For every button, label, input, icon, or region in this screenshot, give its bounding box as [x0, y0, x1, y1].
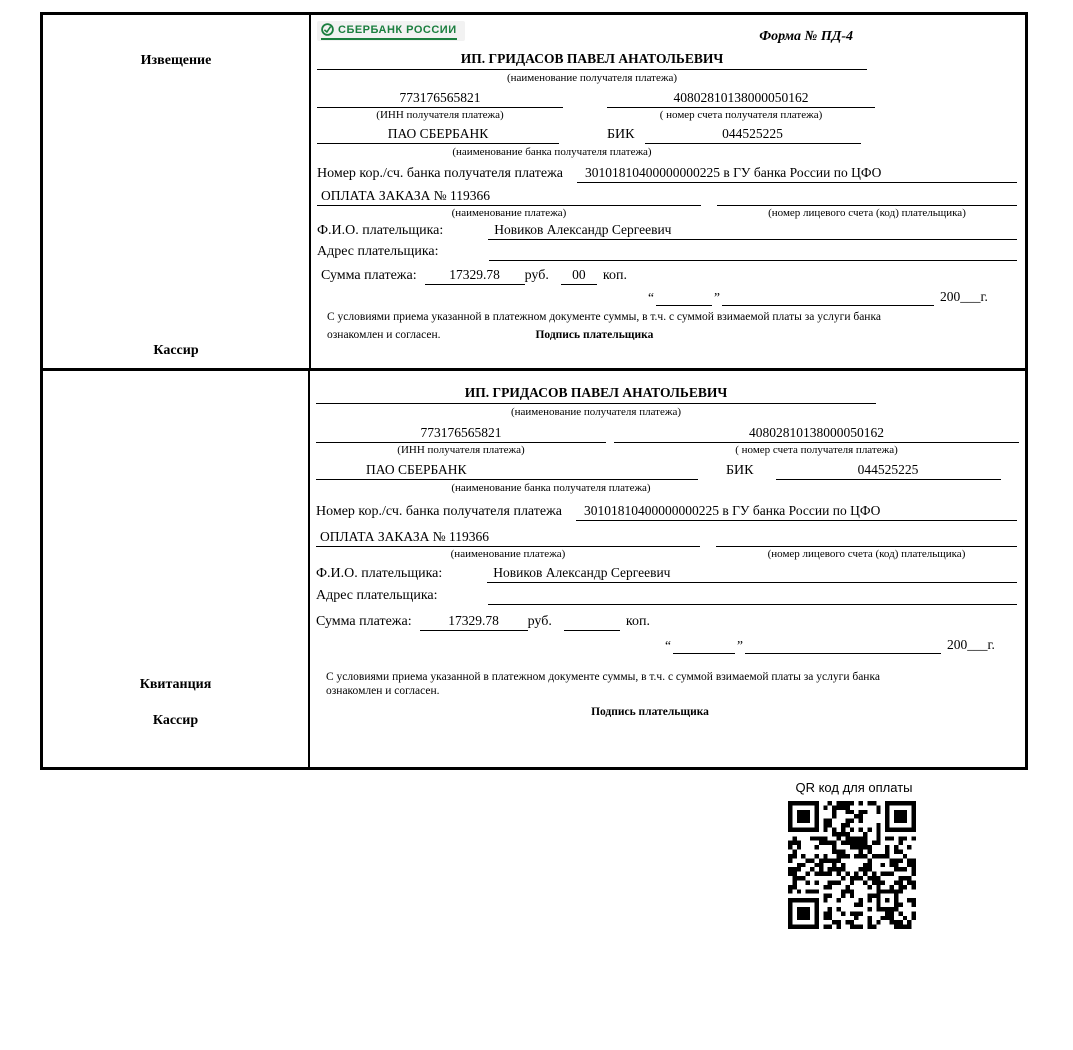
rub-label: руб. — [524, 268, 549, 283]
inn-account-captions — [316, 444, 1019, 457]
account-value: 40802810138000050162 — [607, 90, 875, 108]
purpose-caption: (наименование платежа) — [450, 548, 566, 561]
notice-side-cell — [43, 15, 311, 368]
payer-code-caption: (номер лицевого счета (код) плательщика) — [768, 207, 966, 220]
account-caption: ( номер счета получателя платежа) — [735, 444, 898, 457]
inn-value: 773176565821 — [317, 90, 563, 108]
notice-header-row — [317, 21, 1019, 49]
payer-name-label: Ф.И.О. плательщика: — [317, 223, 444, 239]
recipient-name: ИП. ГРИДАСОВ ПАВЕЛ АНАТОЛЬЕВИЧ — [317, 51, 867, 70]
amount-label: Сумма платежа: — [316, 614, 412, 629]
payer-name-row — [317, 222, 1019, 240]
kopeck-value: 00 — [561, 267, 597, 285]
purpose-caption: (наименование платежа) — [451, 207, 567, 220]
payer-code-caption: (номер лицевого счета (код) плательщика) — [767, 548, 966, 561]
inn-caption: (ИНН получателя платежа) — [376, 109, 504, 122]
purpose-row — [316, 529, 1019, 547]
agreement-signature-row — [327, 324, 1019, 342]
payment-purpose-value: ОПЛАТА ЗАКАЗА № 119366 — [317, 188, 701, 206]
inn-caption: (ИНН получателя платежа) — [397, 444, 525, 457]
receipt-cashier-label: Кассир — [152, 713, 199, 728]
inn-account-captions — [317, 109, 1019, 122]
purpose-captions — [316, 548, 1019, 561]
agreement-text-line1: С условиями приема указанной в платежном документе суммы, в т.ч. с суммой взимаемой платы за услуги банка — [326, 671, 880, 683]
date-row — [665, 637, 1019, 654]
amount-value: 17329.78 — [425, 267, 525, 285]
amount-label: Сумма платежа: — [321, 268, 417, 283]
corr-account-row — [316, 503, 1019, 521]
date-month-blank-line — [745, 637, 941, 654]
bank-caption: (наименование банка получателя платежа) — [452, 146, 652, 159]
agreement-text-line1: С условиями приема указанной в платежном документе суммы, в т.ч. с суммой взимаемой платы за услуги банка — [327, 311, 881, 323]
notice-cashier-label: Кассир — [153, 343, 199, 358]
corr-account-value: 30101810400000000225 в ГУ банка России по ЦФО — [576, 503, 1017, 521]
recipient-caption: (наименование получателя платежа) — [510, 406, 682, 418]
date-day-blank-line — [656, 289, 712, 306]
corr-account-row — [317, 165, 1019, 183]
corr-account-value: 30101810400000000225 в ГУ банка России по ЦФО — [577, 165, 1017, 183]
payment-purpose-value: ОПЛАТА ЗАКАЗА № 119366 — [316, 529, 700, 547]
bank-name-value: ПАО СБЕРБАНК — [316, 462, 698, 480]
inn-value: 773176565821 — [316, 425, 606, 443]
agreement-text-line2: ознакомлен и согласен. — [327, 329, 441, 342]
payer-name-label: Ф.И.О. плательщика: — [316, 566, 443, 582]
corr-account-label: Номер кор./сч. банка получателя платежа — [316, 504, 562, 520]
payer-code-blank-line — [716, 530, 1017, 547]
payer-address-label: Адрес плательщика: — [317, 244, 439, 260]
notice-title: Извещение — [140, 53, 212, 68]
bank-caption: (наименование банка получателя платежа) — [451, 482, 651, 495]
qr-code — [788, 801, 916, 929]
kop-label: коп. — [625, 614, 650, 629]
inn-account-row — [316, 425, 1019, 443]
account-caption: ( номер счета получателя платежа) — [659, 109, 823, 122]
purpose-row — [317, 188, 1019, 206]
recipient-name: ИП. ГРИДАСОВ ПАВЕЛ АНАТОЛЬЕВИЧ — [316, 385, 876, 404]
amount-value: 17329.78 — [420, 613, 528, 631]
sberbank-logo-icon — [321, 23, 334, 36]
kop-label: коп. — [602, 268, 627, 283]
date-row — [648, 289, 1019, 306]
date-year: 200___г. — [947, 637, 995, 653]
bik-label: БИК — [607, 127, 635, 143]
date-open-quote: “ — [648, 290, 654, 305]
payer-name-row — [316, 565, 1019, 583]
kopeck-blank-value — [564, 614, 620, 631]
payment-form-pd4 — [40, 12, 1028, 770]
bank-row — [317, 126, 1019, 144]
account-value: 40802810138000050162 — [614, 425, 1019, 443]
payer-signature-label: Подпись плательщика — [535, 329, 654, 342]
bank-row — [316, 462, 1019, 480]
sberbank-logo-text: СБЕРБАНК РОССИИ — [338, 23, 457, 36]
recipient-caption: (наименование получателя платежа) — [506, 72, 678, 84]
agreement-text-line2: ознакомлен и согласен. — [326, 685, 440, 698]
qr-caption: QR код для оплаты — [795, 780, 913, 795]
date-year: 200___г. — [940, 289, 988, 305]
payer-code-blank-line — [717, 189, 1017, 206]
date-open-quote: “ — [665, 638, 671, 653]
sberbank-logo-top — [321, 23, 457, 36]
payer-name-value: Новиков Александр Сергеевич — [488, 222, 1017, 240]
notice-main-cell — [311, 15, 1025, 368]
bik-value: 044525225 — [776, 462, 1001, 480]
amount-row — [321, 267, 1019, 285]
signature-line — [326, 702, 974, 720]
notice-section — [43, 15, 1025, 371]
payer-address-label: Адрес плательщика: — [316, 588, 438, 604]
date-close-quote: ” — [714, 290, 720, 305]
payer-address-blank-line — [489, 244, 1017, 261]
payer-address-row — [317, 244, 1019, 261]
bik-value: 044525225 — [645, 126, 861, 144]
qr-block — [770, 780, 940, 929]
inn-account-row — [317, 90, 1019, 108]
bik-label: БИК — [726, 463, 754, 479]
payer-name-value: Новиков Александр Сергеевич — [487, 565, 1017, 583]
receipt-title: Квитанция — [139, 677, 212, 692]
rub-label: руб. — [527, 614, 552, 629]
purpose-captions — [317, 207, 1019, 220]
date-close-quote: ” — [737, 638, 743, 653]
sberbank-logo-underline — [321, 38, 457, 40]
receipt-main-cell — [310, 371, 1025, 767]
receipt-section — [43, 371, 1025, 767]
amount-row — [316, 613, 1019, 631]
payer-signature-label: Подпись плательщика — [591, 705, 709, 718]
date-month-blank-line — [722, 289, 934, 306]
date-day-blank-line — [673, 637, 735, 654]
sberbank-logo — [317, 21, 465, 41]
form-number: Форма № ПД-4 — [759, 29, 853, 44]
payer-address-blank-line — [488, 588, 1017, 605]
corr-account-label: Номер кор./сч. банка получателя платежа — [317, 166, 563, 182]
bank-name-value: ПАО СБЕРБАНК — [317, 126, 559, 144]
receipt-side-cell — [43, 371, 310, 767]
payer-address-row — [316, 588, 1019, 605]
